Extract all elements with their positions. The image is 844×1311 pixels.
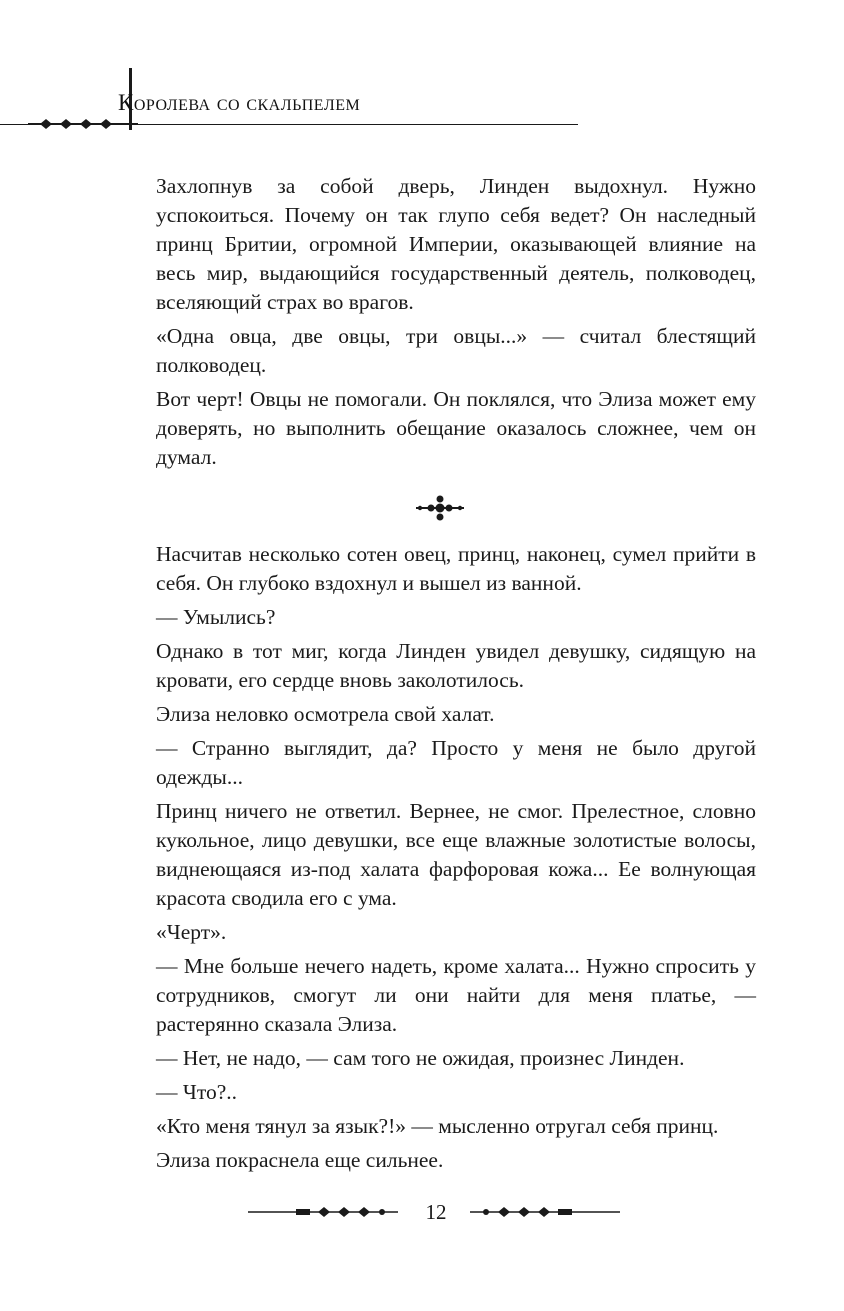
section-divider-icon — [410, 494, 470, 522]
footer-ornament-right-icon — [470, 1204, 620, 1220]
book-title: Королева со скальпелем — [118, 90, 361, 115]
paragraph: — Что?.. — [156, 1080, 238, 1104]
paragraph: — Странно выглядит, да? Просто у меня не было другой одежды... — [156, 736, 756, 789]
paragraph: Однако в тот миг, когда Линден увидел девушку, сидящую на кровати, его сердце вновь заколотилось. — [156, 639, 756, 692]
paragraph: «Черт». — [156, 920, 227, 944]
text-section-1 — [156, 172, 756, 477]
paragraph: — Нет, не надо, — сам того не ожидая, произнес Линден. — [156, 1046, 685, 1070]
page-number: 12 — [425, 1200, 447, 1224]
text-section-2 — [156, 540, 756, 1180]
paragraph: «Кто меня тянул за язык?!» — мысленно отругал себя принц. — [156, 1114, 719, 1138]
paragraph: Вот черт! Овцы не помогали. Он поклялся, что Элиза может ему доверять, но выполнить обещание оказалось сложнее, чем он думал. — [156, 387, 756, 469]
running-header — [0, 60, 600, 140]
header-ornament-icon — [28, 116, 138, 132]
paragraph: Принц ничего не ответил. Вернее, не смог. Прелестное, словно кукольное, лицо девушки, все еще влажные золотистые волосы, виднеющаяся из-под халата фарфоровая кожа... Ее волнующая красота сводила его с ума. — [156, 799, 756, 910]
footer-ornament-left-icon — [248, 1204, 398, 1220]
paragraph: «Одна овца, две овцы, три овцы...» — считал блестящий полководец. — [156, 324, 756, 377]
paragraph: Насчитав несколько сотен овец, принц, наконец, сумел прийти в себя. Он глубоко вздохнул и вышел из ванной. — [156, 542, 756, 595]
paragraph: Захлопнув за собой дверь, Линден выдохнул. Нужно успокоиться. Почему он так глупо себя ведет? Он наследный принц Бритии, огромной Империи, оказывающей влияние на весь мир, выдающийся государственный деятель, полководец, вселяющий страх во врагов. — [156, 174, 756, 314]
paragraph: — Умылись? — [156, 605, 276, 629]
paragraph: — Мне больше нечего надеть, кроме халата... Нужно спросить у сотрудников, смогут ли они найти для меня платье, — растерянно сказала Элиза. — [156, 954, 756, 1036]
page-footer — [248, 1198, 620, 1228]
paragraph: Элиза неловко осмотрела свой халат. — [156, 702, 495, 726]
paragraph: Элиза покраснела еще сильнее. — [156, 1148, 444, 1172]
